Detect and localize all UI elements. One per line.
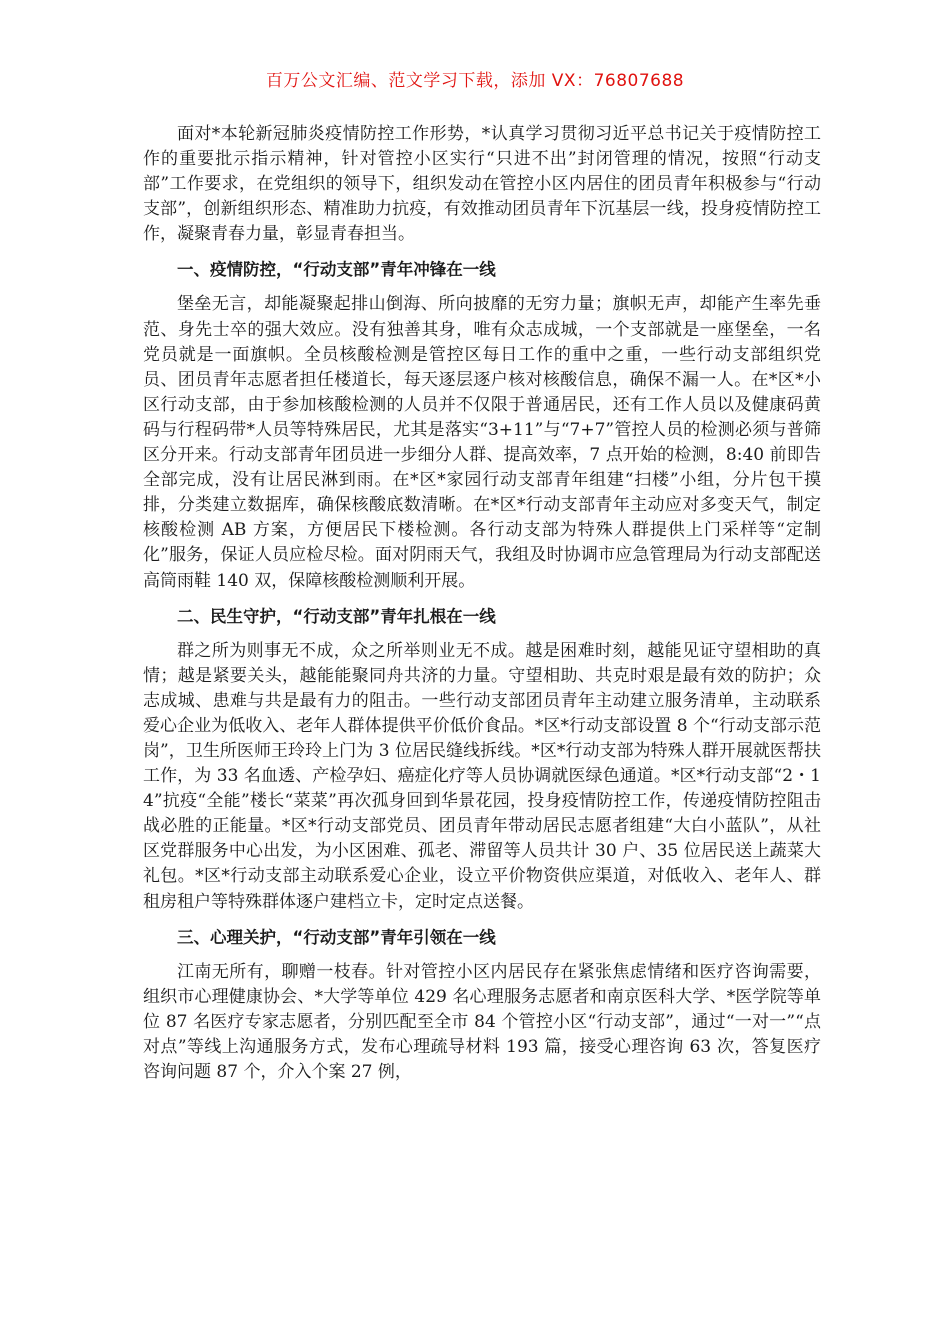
section-heading-2: 二、民生守护，“行动支部”青年扎根在一线	[177, 606, 496, 626]
section-heading-3: 三、心理关护，“行动支部”青年引领在一线	[177, 927, 496, 947]
section-body-2: 群之所为则事无不成，众之所举则业无不成。越是困难时刻，越能见证守望相助的真情；越是紧要关头，越能能聚同舟共济的力量。守望相助、共克时艰是最有效的防护；众志成城、患难与共是最有力的阻击。一些行动支部团员青年主动建立服务清单，主动联系爱心企业为低收入、老年人群体提供平价低价食品。*区*行动支部设置 8 个“行动支部示范岗”，卫生所医师王玲玲上门为 3 位居民缝线拆线。*区*行动支部为特殊人群开展就医帮扶工作，为 33 名血透、产检孕妇、癌症化疗等人员协调就医绿色通道。*区*行动支部“2・14”抗疫“全能”楼长“菜菜”再次孤身回到华景花园，投身疫情防控工作，传递疫情防控阻击战必胜的正能量。*区*行动支部党员、团员青年带动居民志愿者组建“大白小蓝队”，从社区党群服务中心出发，为小区困难、孤老、滞留等人员共计 30 户、35 位居民送上蔬菜大礼包。*区*行动支部主动联系爱心企业，设立平价物资供应渠道，对低收入、老年人、群租房租户等特殊群体逐户建档立卡，定时定点送餐。	[143, 640, 821, 912]
section-body-1: 堡垒无言，却能凝聚起排山倒海、所向披靡的无穷力量；旗帜无声，却能产生率先垂范、身先士卒的强大效应。没有独善其身，唯有众志成城，一个支部就是一座堡垒，一名党员就是一面旗帜。全员核酸检测是管控区每日工作的重中之重，一些行动支部组织党员、团员青年志愿者担任楼道长，每天逐层逐户核对核酸信息，确保不漏一人。在*区*小区行动支部，由于参加核酸检测的人员并不仅限于普通居民，还有工作人员以及健康码黄码与行程码带*人员等特殊居民，尤其是落实“3+11”与“7+7”管控人员的检测必须与普筛区分开来。行动支部青年团员进一步细分人群、提高效率，7 点开始的检测，8:40 前即告全部完成，没有让居民淋到雨。在*区*家园行动支部青年组建“扫楼”小组，分片包干摸排，分类建立数据库，确保核酸底数清晰。在*区*行动支部青年主动应对多变天气，制定核酸检测 AB 方案，方便居民下楼检测。各行动支部为特殊人群提供上门采样等“定制化”服务，保证人员应检尽检。面对阴雨天气，我组及时协调市应急管理局为行动支部配送高筒雨鞋 140 双，保障核酸检测顺利开展。	[143, 294, 821, 591]
intro-paragraph: 面对*本轮新冠肺炎疫情防控工作形势，*认真学习贯彻习近平总书记关于疫情防控工作的重要批示指示精神，针对管控小区实行“只进不出”封闭管理的情况，按照“行动支部”工作要求，在党组织的领导下，组织发动在管控小区内居住的团员青年积极参与“行动支部”，创新组织形态、精准助力抗疫，有效推动团员青年下沉基层一线，投身疫情防控工作，凝聚青春力量，彰显青春担当。	[143, 124, 821, 245]
watermark-banner: 百万公文汇编、范文学习下载，添加 VX：76807688	[265, 71, 685, 91]
section-body-3: 江南无所有，聊赠一枝春。针对管控小区内居民存在紧张焦虑情绪和医疗咨询需要，组织市心理健康协会、*大学等单位 429 名心理服务志愿者和南京医科大学、*医学院等单位 87 名医疗专家志愿者，分别匹配至全市 84 个管控小区“行动支部”，通过“一对一”“点对点”等线上沟通服务方式，发布心理疏导材料 193 篇，接受心理咨询 63 次，答复医疗咨询问题 87 个，介入个案 27 例，	[143, 961, 821, 1082]
document-body	[143, 122, 821, 1085]
section-heading-1: 一、疫情防控，“行动支部”青年冲锋在一线	[177, 260, 496, 280]
